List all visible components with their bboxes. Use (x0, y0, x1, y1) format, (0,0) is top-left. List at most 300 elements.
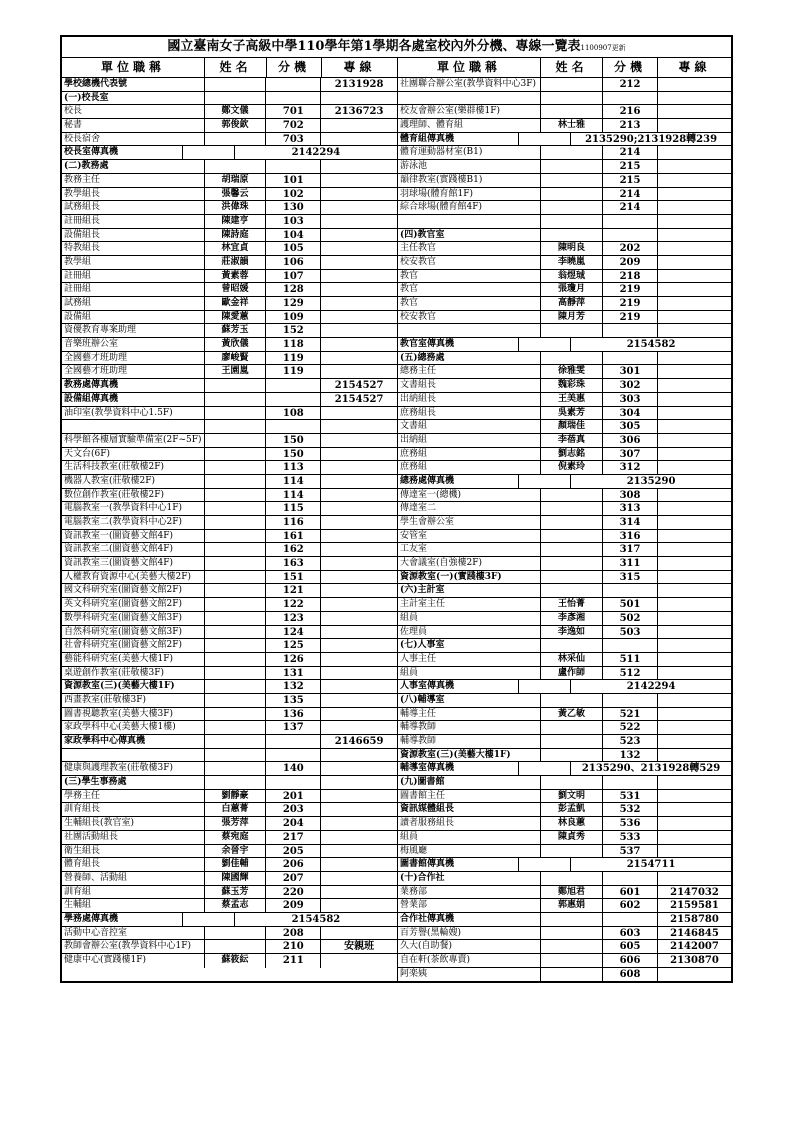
name-cell: 盧作師 (541, 667, 603, 680)
ext-cell: 605 (603, 940, 658, 953)
name-cell (205, 927, 267, 940)
name-cell (205, 680, 267, 693)
unit-cell: 教官室傳真機 (398, 338, 519, 351)
line-cell (658, 708, 731, 721)
line-cell (321, 639, 397, 652)
ext-cell: 218 (603, 270, 658, 283)
unit-cell: 久大(自助餐) (398, 940, 541, 953)
line-cell (321, 201, 397, 214)
ext-cell: 314 (603, 516, 658, 529)
line-cell: 2142294 (291, 147, 341, 159)
name-cell (205, 420, 267, 433)
name-cell: 莊淑韻 (205, 256, 267, 269)
ext-cell (266, 749, 321, 762)
line-cell: 2146659 (334, 736, 384, 747)
line-cell (321, 899, 397, 912)
table-row (62, 721, 397, 735)
header-name: 姓名 (205, 58, 267, 77)
line-cell (658, 297, 731, 310)
unit-cell: 文書組 (398, 420, 541, 433)
name-cell (541, 489, 603, 502)
line-cell (321, 352, 397, 365)
table-row (62, 803, 397, 817)
table-row (398, 803, 731, 817)
unit-cell: 輔導室傳真機 (398, 762, 519, 775)
table-row (398, 735, 731, 749)
table-row (62, 489, 397, 503)
name-cell (205, 78, 267, 91)
name-cell (541, 721, 603, 734)
name-cell (541, 735, 603, 748)
ext-cell: 214 (603, 188, 658, 201)
ext-cell: 116 (266, 516, 321, 529)
name-cell (205, 475, 267, 488)
ext-cell: 511 (603, 653, 658, 666)
unit-cell: 主任教官 (398, 242, 541, 255)
line-cell (321, 790, 397, 803)
table-row (62, 516, 397, 530)
title-text: 國立臺南女子高級中學110學年第1學期各處室校內外分機、專線一覽表 (167, 39, 581, 54)
header-unit: 單位職稱 (62, 58, 205, 77)
table-row (62, 229, 397, 243)
name-cell: 廖峻賢 (205, 352, 267, 365)
line-cell (658, 557, 731, 570)
table-row (62, 530, 397, 544)
table-row (398, 680, 731, 694)
name-cell (541, 188, 603, 201)
name-cell: 翁煜珹 (541, 270, 603, 283)
ext-cell (603, 92, 658, 105)
line-cell: 2146845 (670, 927, 719, 939)
ext-cell: 501 (603, 598, 658, 611)
table-row (398, 776, 731, 790)
line-cell (321, 516, 397, 529)
unit-cell: 生輔組長(教官室) (62, 817, 205, 830)
unit-cell: 出納組 (398, 434, 541, 447)
table-row (398, 543, 731, 557)
name-cell (205, 940, 267, 953)
unit-cell: 電腦教室二(教學資料中心2F) (62, 516, 205, 529)
ext-cell: 215 (603, 174, 658, 187)
table-row (398, 448, 731, 462)
ext-cell: 105 (266, 242, 321, 255)
name-cell: 曾昭媛 (205, 283, 267, 296)
ext-cell: 150 (266, 434, 321, 447)
ext-cell: 601 (603, 886, 658, 899)
line-cell (658, 311, 731, 324)
ext-cell: 608 (603, 968, 658, 982)
ext-cell: 702 (266, 119, 321, 132)
table-row (398, 927, 731, 941)
table-row (398, 174, 731, 188)
unit-cell: 輔導教師 (398, 735, 541, 748)
table-row (398, 790, 731, 804)
unit-cell: 註冊組 (62, 283, 205, 296)
ext-cell: 315 (603, 571, 658, 584)
name-cell (541, 571, 603, 584)
line-cell: 2154527 (334, 393, 384, 405)
line-cell: 2136723 (334, 106, 384, 118)
header-line: 專線 (322, 58, 398, 77)
table-row (62, 420, 397, 434)
line-cell (321, 708, 397, 721)
line-cell (658, 790, 731, 803)
table-row (398, 584, 731, 598)
table-row (398, 858, 731, 872)
table-row (62, 174, 397, 188)
line-cell (658, 653, 731, 666)
line-cell (658, 639, 731, 652)
ext-cell: 104 (266, 229, 321, 242)
unit-cell: 教務主任 (62, 174, 205, 187)
line-cell (321, 229, 397, 242)
table-row (62, 92, 397, 106)
name-cell (519, 475, 571, 488)
ext-cell: 161 (266, 530, 321, 543)
ext-cell: 503 (603, 626, 658, 639)
name-cell: 張瓊月 (541, 283, 603, 296)
ext-cell: 301 (603, 365, 658, 378)
table-row (398, 694, 731, 708)
ext-cell: 128 (266, 283, 321, 296)
unit-cell: 體育組傳真機 (398, 133, 519, 146)
unit-cell: 人事主任 (398, 653, 541, 666)
name-cell (205, 721, 267, 734)
table-row (62, 379, 397, 393)
line-cell (658, 379, 731, 392)
ext-cell: 114 (266, 489, 321, 502)
ext-cell: 132 (603, 749, 658, 762)
unit-cell: 庶務組 (398, 461, 541, 474)
ext-cell: 132 (266, 680, 321, 693)
name-cell (541, 639, 603, 652)
ext-cell: 532 (603, 803, 658, 816)
ext-cell: 109 (266, 311, 321, 324)
table-row (62, 407, 397, 421)
name-cell (541, 872, 603, 885)
table-row (62, 365, 397, 379)
unit-cell (62, 420, 205, 433)
unit-cell: 體育運動器材室(B1) (398, 146, 541, 159)
line-cell (658, 242, 731, 255)
table-row (398, 311, 731, 325)
table-row (62, 188, 397, 202)
ext-cell: 512 (603, 667, 658, 680)
ext-cell: 219 (603, 311, 658, 324)
directory-table (60, 35, 733, 983)
line-cell (658, 626, 731, 639)
ext-cell (603, 352, 658, 365)
name-cell: 李蓓真 (541, 434, 603, 447)
table-row (398, 215, 731, 229)
name-cell: 蘇芳玉 (205, 324, 267, 337)
name-cell: 彭孟凱 (541, 803, 603, 816)
ext-cell: 308 (603, 489, 658, 502)
name-cell (541, 845, 603, 858)
name-cell (205, 626, 267, 639)
ext-cell: 126 (266, 653, 321, 666)
table-row (398, 872, 731, 886)
unit-cell: 資訊教室一(圖資藝文館4F) (62, 530, 205, 543)
name-cell: 胡瑞原 (205, 174, 267, 187)
unit-cell: 自然科研究室(圖資藝文館3F) (62, 626, 205, 639)
name-cell: 王園嵐 (205, 365, 267, 378)
table-row (62, 78, 397, 92)
line-cell: 2159581 (670, 900, 719, 912)
table-row (62, 201, 397, 215)
ext-cell: 303 (603, 393, 658, 406)
name-cell (205, 92, 267, 105)
unit-cell: 教官 (398, 297, 541, 310)
line-cell (321, 845, 397, 858)
line-cell (321, 256, 397, 269)
name-cell: 李彥湘 (541, 612, 603, 625)
name-cell (541, 530, 603, 543)
name-cell: 魏彩珠 (541, 379, 603, 392)
name-cell: 蔡孟志 (205, 899, 267, 912)
ext-cell: 304 (603, 407, 658, 420)
unit-cell: 庶務組 (398, 448, 541, 461)
line-cell: 2135290 (626, 475, 676, 487)
unit-cell: 百芳譽(黑輪嫂) (398, 927, 541, 940)
name-cell (541, 954, 603, 967)
table-row (62, 872, 397, 886)
line-cell (658, 817, 731, 830)
line-cell: 2131928 (334, 79, 384, 90)
unit-cell: 試務組 (62, 297, 205, 310)
line-cell (321, 872, 397, 885)
ext-cell: 523 (603, 735, 658, 748)
ext-cell: 214 (603, 146, 658, 159)
table-row (398, 489, 731, 503)
line-cell (658, 694, 731, 707)
name-cell: 林宜貞 (205, 242, 267, 255)
ext-cell: 703 (266, 133, 321, 146)
line-cell (321, 215, 397, 228)
table-row (398, 201, 731, 215)
left-column (62, 78, 398, 981)
ext-cell: 137 (266, 721, 321, 734)
unit-cell: 資源教室(一)(實踐樓3F) (398, 571, 541, 584)
table-row (398, 160, 731, 174)
ext-cell: 317 (603, 543, 658, 556)
line-cell (321, 502, 397, 515)
unit-cell: 社會科研究室(圖資藝文館2F) (62, 639, 205, 652)
line-cell (321, 434, 397, 447)
name-cell (205, 160, 267, 173)
table-row (62, 954, 397, 968)
line-cell (658, 160, 731, 173)
ext-cell (266, 379, 321, 392)
unit-cell: 傳達室二 (398, 502, 541, 515)
line-cell (321, 407, 397, 420)
line-cell (658, 803, 731, 816)
header-unit: 單位職稱 (398, 58, 541, 77)
ext-cell: 125 (266, 639, 321, 652)
ext-cell: 202 (603, 242, 658, 255)
line-cell (321, 831, 397, 844)
unit-cell: (五)總務處 (398, 352, 541, 365)
ext-cell: 103 (266, 215, 321, 228)
ext-cell: 603 (603, 927, 658, 940)
table-row (398, 256, 731, 270)
name-cell: 余晉宇 (205, 845, 267, 858)
line-cell (658, 516, 731, 529)
line-cell (321, 721, 397, 734)
ext-cell: 206 (266, 858, 321, 871)
line-cell (658, 393, 731, 406)
table-row (398, 598, 731, 612)
unit-cell: 活動中心音控室 (62, 927, 205, 940)
line-cell (658, 256, 731, 269)
line-cell (321, 598, 397, 611)
line-cell (321, 475, 397, 488)
name-cell (205, 434, 267, 447)
unit-cell: 讀者服務組長 (398, 817, 541, 830)
header-line: 專線 (678, 60, 711, 74)
table-row (62, 817, 397, 831)
unit-cell: 資訊媒體組長 (398, 803, 541, 816)
unit-cell: 羽球場(體育館1F) (398, 188, 541, 201)
ext-cell: 210 (266, 940, 321, 953)
line-cell (658, 119, 731, 132)
table-row (398, 78, 731, 92)
line-cell: 2147032 (670, 886, 719, 898)
name-cell: 李曉嵐 (541, 256, 603, 269)
unit-cell: 訓育組 (62, 886, 205, 899)
table-row (62, 913, 397, 927)
ext-cell: 108 (266, 407, 321, 420)
table-row (62, 105, 397, 119)
ext-cell: 119 (266, 365, 321, 378)
unit-cell: 生輔組 (62, 899, 205, 912)
line-cell (321, 297, 397, 310)
table-row (62, 461, 397, 475)
name-cell (205, 762, 267, 775)
table-row (398, 721, 731, 735)
ext-cell: 152 (266, 324, 321, 337)
line-cell (321, 448, 397, 461)
unit-cell: 工友室 (398, 543, 541, 556)
unit-cell: 合作社傳真機 (398, 913, 541, 926)
unit-cell: 設備組 (62, 311, 205, 324)
unit-cell: 教務處傳真機 (62, 379, 205, 392)
unit-cell: 校友會辦公室(樂群樓1F) (398, 105, 541, 118)
unit-cell: (八)輔導室 (398, 694, 541, 707)
unit-cell: 組員 (398, 667, 541, 680)
table-row (62, 626, 397, 640)
unit-cell: 衛生組長 (62, 845, 205, 858)
ext-cell: 312 (603, 461, 658, 474)
name-cell (205, 543, 267, 556)
table-row (62, 762, 397, 776)
name-cell (205, 749, 267, 762)
unit-cell: 人權教育資源中心(美藝大樓2F) (62, 571, 205, 584)
table-row (398, 338, 731, 352)
line-cell (321, 242, 397, 255)
unit-cell: 游泳池 (398, 160, 541, 173)
unit-cell: 英文科研究室(圖資藝文館2F) (62, 598, 205, 611)
name-cell (205, 461, 267, 474)
line-cell (321, 927, 397, 940)
ext-cell: 135 (266, 694, 321, 707)
name-cell: 白蕙菁 (205, 803, 267, 816)
unit-cell: 健康中心(實踐樓1F) (62, 954, 205, 968)
table-row (62, 790, 397, 804)
line-cell (658, 188, 731, 201)
line-cell: 2154582 (291, 913, 341, 925)
unit-cell: 自在軒(茶飲專賣) (398, 954, 541, 967)
unit-cell: 綜合球場(體育館4F) (398, 201, 541, 214)
unit-cell: 阿楽姨 (398, 968, 541, 982)
unit-cell: 學務主任 (62, 790, 205, 803)
name-cell (541, 229, 603, 242)
table-row (398, 626, 731, 640)
table-row (62, 434, 397, 448)
unit-cell: 數學科研究室(圖資藝文館3F) (62, 612, 205, 625)
name-cell (205, 667, 267, 680)
unit-cell: 註冊組長 (62, 215, 205, 228)
line-cell (658, 845, 731, 858)
unit-cell: 營養師、活動組 (62, 872, 205, 885)
table-row (398, 379, 731, 393)
line-cell (658, 872, 731, 885)
line-cell (658, 174, 731, 187)
name-cell (205, 571, 267, 584)
line-cell (658, 489, 731, 502)
name-cell (183, 913, 235, 926)
unit-cell: 桌遊創作教室(莊敬樓3F) (62, 667, 205, 680)
line-cell (658, 448, 731, 461)
name-cell (205, 530, 267, 543)
name-cell (205, 598, 267, 611)
line-cell (658, 461, 731, 474)
table-row (62, 831, 397, 845)
line-cell (658, 749, 731, 762)
ext-cell: 114 (266, 475, 321, 488)
unit-cell: 教學組 (62, 256, 205, 269)
ext-cell: 151 (266, 571, 321, 584)
name-cell: 蔡宛庭 (205, 831, 267, 844)
table-row (62, 270, 397, 284)
table-row (62, 119, 397, 133)
ext-cell (266, 735, 321, 748)
unit-cell: 梅風廳 (398, 845, 541, 858)
name-cell (541, 694, 603, 707)
unit-cell: 全國藝才班助理 (62, 365, 205, 378)
line-cell (321, 571, 397, 584)
unit-cell: 大會議室(自強樓2F) (398, 557, 541, 570)
name-cell (541, 160, 603, 173)
table-row (62, 160, 397, 174)
ext-cell: 131 (266, 667, 321, 680)
table-row (398, 762, 731, 776)
table-row (398, 420, 731, 434)
unit-cell: 全國藝才班助理 (62, 352, 205, 365)
unit-cell: 護理師、體育組 (398, 119, 541, 132)
name-cell (541, 105, 603, 118)
line-cell: 2158780 (670, 913, 719, 925)
name-cell (541, 968, 603, 982)
name-cell (183, 146, 235, 159)
table-row (398, 324, 731, 338)
name-cell: 劉佳輔 (205, 858, 267, 871)
unit-cell: 教官 (398, 270, 541, 283)
table-row (62, 448, 397, 462)
name-cell (541, 146, 603, 159)
unit-cell: 秘書 (62, 119, 205, 132)
table-row (398, 516, 731, 530)
